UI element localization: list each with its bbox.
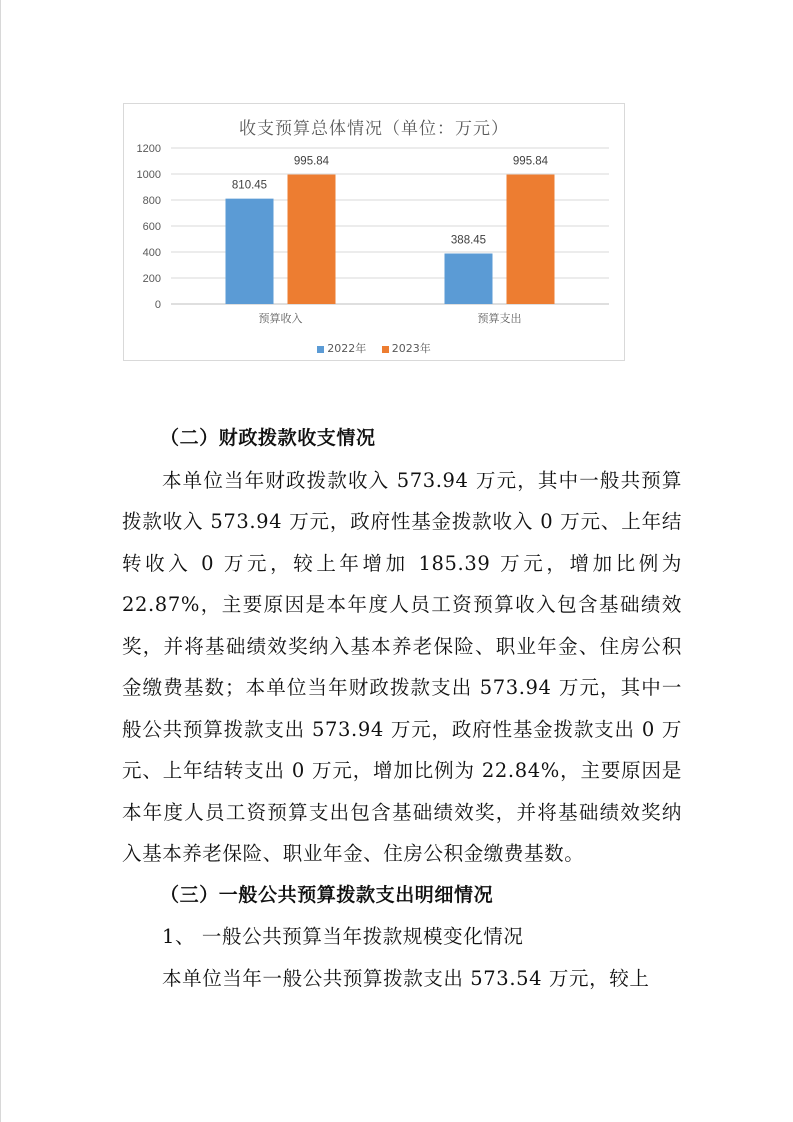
legend-item-2022: [317, 340, 366, 356]
section-heading-general-budget-detail: （三）一般公共预算拨款支出明细情况: [160, 883, 494, 906]
y-tick-label: 600: [142, 221, 161, 233]
legend-swatch-2023: [382, 346, 389, 353]
bar: [507, 175, 555, 304]
paragraph-scale-change: 本单位当年一般公共预算拨款支出 573.54 万元，较上: [162, 966, 650, 990]
section-heading-fiscal-appropriation: （二）财政拨款收支情况: [160, 427, 376, 449]
legend-label-2022: 2022年: [327, 342, 367, 355]
budget-chart: [123, 103, 625, 361]
y-tick-label: 200: [142, 273, 161, 285]
data-label: 388.45: [450, 234, 487, 247]
y-tick-label: 800: [142, 195, 161, 207]
data-label: 810.45: [231, 179, 268, 192]
paragraph-fiscal-appropriation: 本单位当年财政拨款收入 573.94 万元，其中一般共预算拨款收入 573.94 万元，政府性基金拨款收入 0 万元、上年结转收入 0 万元，较上年增加 185.39 万元，增加比例为 22.87%，主要原因是本年度人员工资预算收入包含基础绩效奖，并将基础绩效奖纳入基本养老保险、职业年金、住房公积金缴费基数；本单位当年财政拨款支出 573.94 万元，其中一般公共预算拨款支出 573.94 万元，政府性基金拨款支出 0 万元、上年结转支出 0 万元，增加比例为 22.84%，主要原因是本年度人员工资预算支出包含基础绩效奖，并将基础绩效奖纳入基本养老保险、职业年金、住房公积金缴费基数。: [122, 468, 682, 865]
chart-title: 收支预算总体情况（单位：万元）: [239, 119, 509, 139]
bar: [288, 175, 336, 304]
document-body: [122, 418, 682, 999]
data-label: 995.84: [293, 155, 330, 168]
chart-legend: [124, 340, 624, 356]
data-label: 995.84: [512, 155, 549, 168]
y-tick-label: 400: [142, 247, 161, 259]
y-tick-label: 1000: [136, 169, 161, 181]
legend-swatch-2022: [317, 346, 324, 353]
x-tick-label: 预算收入: [258, 312, 303, 325]
bar: [226, 199, 274, 304]
page-edge: [0, 0, 1, 1122]
legend-label-2023: 2023年: [391, 342, 431, 355]
subsection-title-scale-change: 1、 一般公共预算当年拨款规模变化情况: [162, 925, 524, 948]
chart-plot: [124, 104, 624, 360]
x-tick-label: 预算支出: [477, 312, 522, 325]
y-tick-label: 1200: [136, 143, 161, 155]
bar: [445, 254, 493, 304]
legend-item-2023: [382, 340, 431, 356]
y-tick-label: 0: [154, 299, 161, 311]
